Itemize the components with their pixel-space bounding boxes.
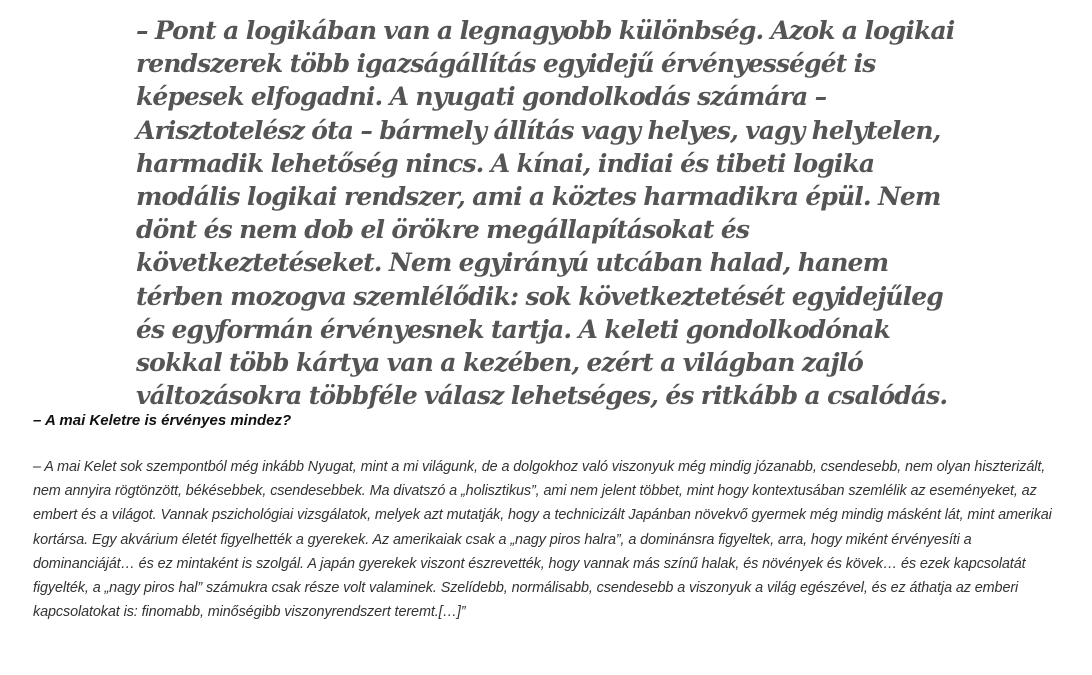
interview-question: – A mai Keletre is érvényes mindez? [33, 412, 292, 429]
pull-quote: – Pont a logikában van a legnagyobb különbség. Azok a logikai rendszerek több igazságállítás egyidejű érvényességét is képesek elfogadni. A nyugati gondolkodás számára – Arisztotelész óta – bármely állítás vagy helyes, vagy helytelen, harmadik lehetőség nincs. A kínai, indiai és tibeti logika modális logikai rendszer, ami a köztes harmadikra épül. Nem dönt és nem dob el örökre megállapításokat és következtetéseket. Nem egyirányú utcában halad, hanem térben mozogva szemlélődik: sok következtetését egyidejűleg és egyformán érvényesnek tartja. A keleti gondolkodónak sokkal több kártya van a kezében, ezért a világban zajló változásokra többféle válasz lehetséges, és ritkább a csalódás. [136, 16, 955, 411]
interview-answer: – A mai Kelet sok szempontból még inkább Nyugat, mint a mi világunk, de a dolgokhoz való viszonyuk még mindig józanabb, csendesebb, nem olyan hiszterizált, nem annyira rögtönzött, békésebbek, csendesebbek. Ma divatszó a „holisztikus”, ami nem jelent többet, mint hogy kontextusában szemlélik az eseményeket, az embert és a világot. Vannak pszichológiai vizsgálatok, melyek azt mutatják, hogy a technicizált Japánban növekvő gyermek még mindig másként lát, mint amerikai kortársa. Egy akvárium életét figyelhették a gyerekek. Az amerikaiak csak a „nagy piros halra”, a dominánsra figyeltek, arra, hogy miként érvényesíti a dominanciáját… és ez mintaként is szolgál. A japán gyerekek viszont észrevették, hogy vannak más színű halak, és növények és kövek… és ezek kapcsolatát figyelték, a „nagy piros hal” számukra csak része volt valaminek. Szelídebb, normálisabb, csendesebb a viszonyuk a világ egészével, és ez áthatja az emberi kapcsolatokat is: finomabb, minőségibb viszonyrendszert teremt.[…]” [33, 459, 1052, 621]
